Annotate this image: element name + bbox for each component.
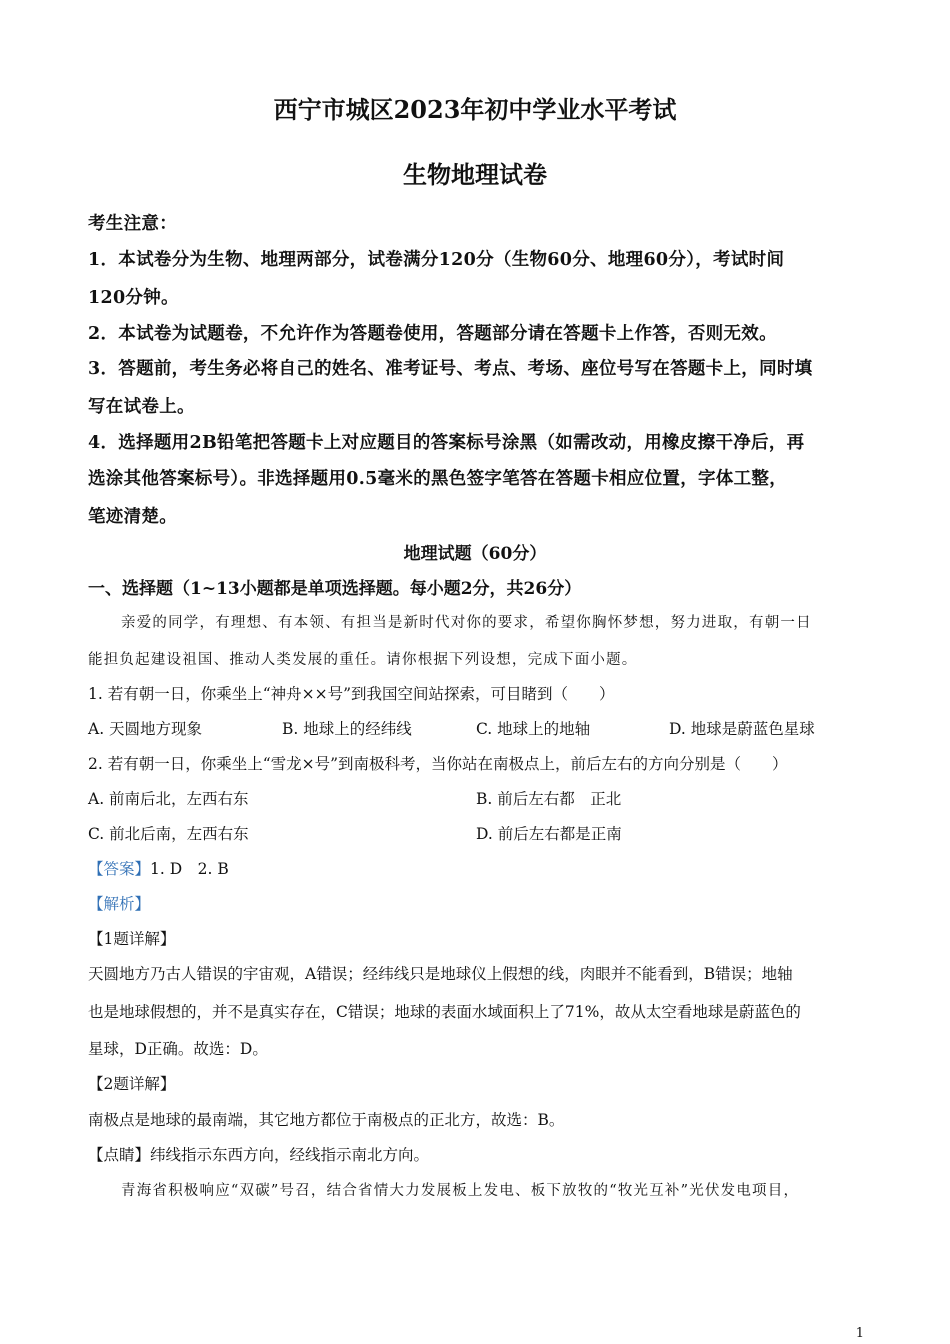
answer-line bbox=[88, 857, 229, 879]
detail-1-line: 星球，D正确。故选：D。 bbox=[88, 1040, 268, 1058]
q1-option-c: C. 地球上的地轴 bbox=[476, 720, 591, 738]
notice-line: 写在试卷上。 bbox=[88, 397, 195, 417]
tip-tag: 【点睛】 bbox=[88, 1146, 151, 1164]
tip-text: 纬线指示东西方向，经线指示南北方向。 bbox=[150, 1146, 430, 1164]
question-1-stem: 1. 若有朝一日，你乘坐上“神舟××号”到我国空间站探索，可目睹到（ ） bbox=[88, 685, 615, 703]
tip-line bbox=[88, 1143, 429, 1165]
q2-option-c: C. 前北后南，左西右东 bbox=[88, 825, 249, 843]
section-title: 地理试题（60分） bbox=[403, 544, 547, 564]
exam-title: 西宁市城区2023年初中学业水平考试 bbox=[273, 95, 677, 124]
detail-2-line: 南极点是地球的最南端，其它地方都位于南极点的正北方，故选：B。 bbox=[88, 1111, 565, 1129]
q2-option-a: A. 前南后北，左西右东 bbox=[88, 790, 249, 808]
notice-line: 120分钟。 bbox=[88, 288, 179, 308]
q1-option-b: B. 地球上的经纬线 bbox=[282, 720, 412, 738]
exam-subtitle: 生物地理试卷 bbox=[403, 160, 547, 189]
q1-option-d: D. 地球是蔚蓝色星球 bbox=[669, 720, 815, 738]
page-number: 1 bbox=[855, 1326, 864, 1341]
q1-option-a: A. 天圆地方现象 bbox=[88, 720, 203, 738]
detail-1-tag: 【1题详解】 bbox=[88, 930, 176, 948]
intro-2-paragraph: 青海省积极响应“双碳”号召，结合省情大力发展板上发电、板下放牧的“牧光互补”光伏发电项目， bbox=[121, 1183, 800, 1199]
detail-2-tag: 【2题详解】 bbox=[88, 1075, 176, 1093]
intro-paragraph: 能担负起建设祖国、推动人类发展的重任。请你根据下列设想，完成下面小题。 bbox=[88, 652, 638, 668]
intro-paragraph: 亲爱的同学，有理想、有本领、有担当是新时代对你的要求，希望你胸怀梦想，努力进取，有朝一日 bbox=[121, 615, 812, 631]
notice-heading: 考生注意： bbox=[88, 214, 177, 234]
notice-line: 笔迹清楚。 bbox=[88, 507, 177, 527]
detail-1-line: 天圆地方乃古人错误的宇宙观，A错误；经纬线只是地球仪上假想的线，肉眼并不能看到，B错误；地轴 bbox=[88, 965, 793, 983]
analysis-tag: 【解析】 bbox=[88, 895, 151, 913]
part-one-heading: 一、选择题（1~13小题都是单项选择题。每小题2分，共26分） bbox=[88, 579, 582, 599]
notice-line: 2．本试卷为试题卷，不允许作为答题卷使用，答题部分请在答题卡上作答，否则无效。 bbox=[88, 324, 777, 344]
notice-line: 3．答题前，考生务必将自己的姓名、准考证号、考点、考场、座位号写在答题卡上，同时填 bbox=[88, 359, 813, 379]
answer-tag: 【答案】 bbox=[88, 860, 151, 878]
notice-line: 选涂其他答案标号）。非选择题用0.5毫米的黑色签字笔答在答题卡相应位置，字体工整， bbox=[88, 469, 787, 489]
answer-text: 1. D 2. B bbox=[150, 860, 229, 878]
detail-1-line: 也是地球假想的，并不是真实存在，C错误；地球的表面水域面积上了71%，故从太空看地球是蔚蓝色的 bbox=[88, 1003, 801, 1021]
question-2-stem: 2. 若有朝一日，你乘坐上“雪龙×号”到南极科考，当你站在南极点上，前后左右的方向分别是（ ） bbox=[88, 755, 788, 773]
q2-option-d: D. 前后左右都是正南 bbox=[476, 825, 622, 843]
q2-option-b: B. 前后左右都 正北 bbox=[476, 790, 622, 808]
notice-line: 1．本试卷分为生物、地理两部分，试卷满分120分（生物60分、地理60分），考试时间 bbox=[88, 250, 785, 270]
notice-line: 4．选择题用2B铅笔把答题卡上对应题目的答案标号涂黑（如需改动，用橡皮擦干净后，再 bbox=[88, 433, 805, 453]
